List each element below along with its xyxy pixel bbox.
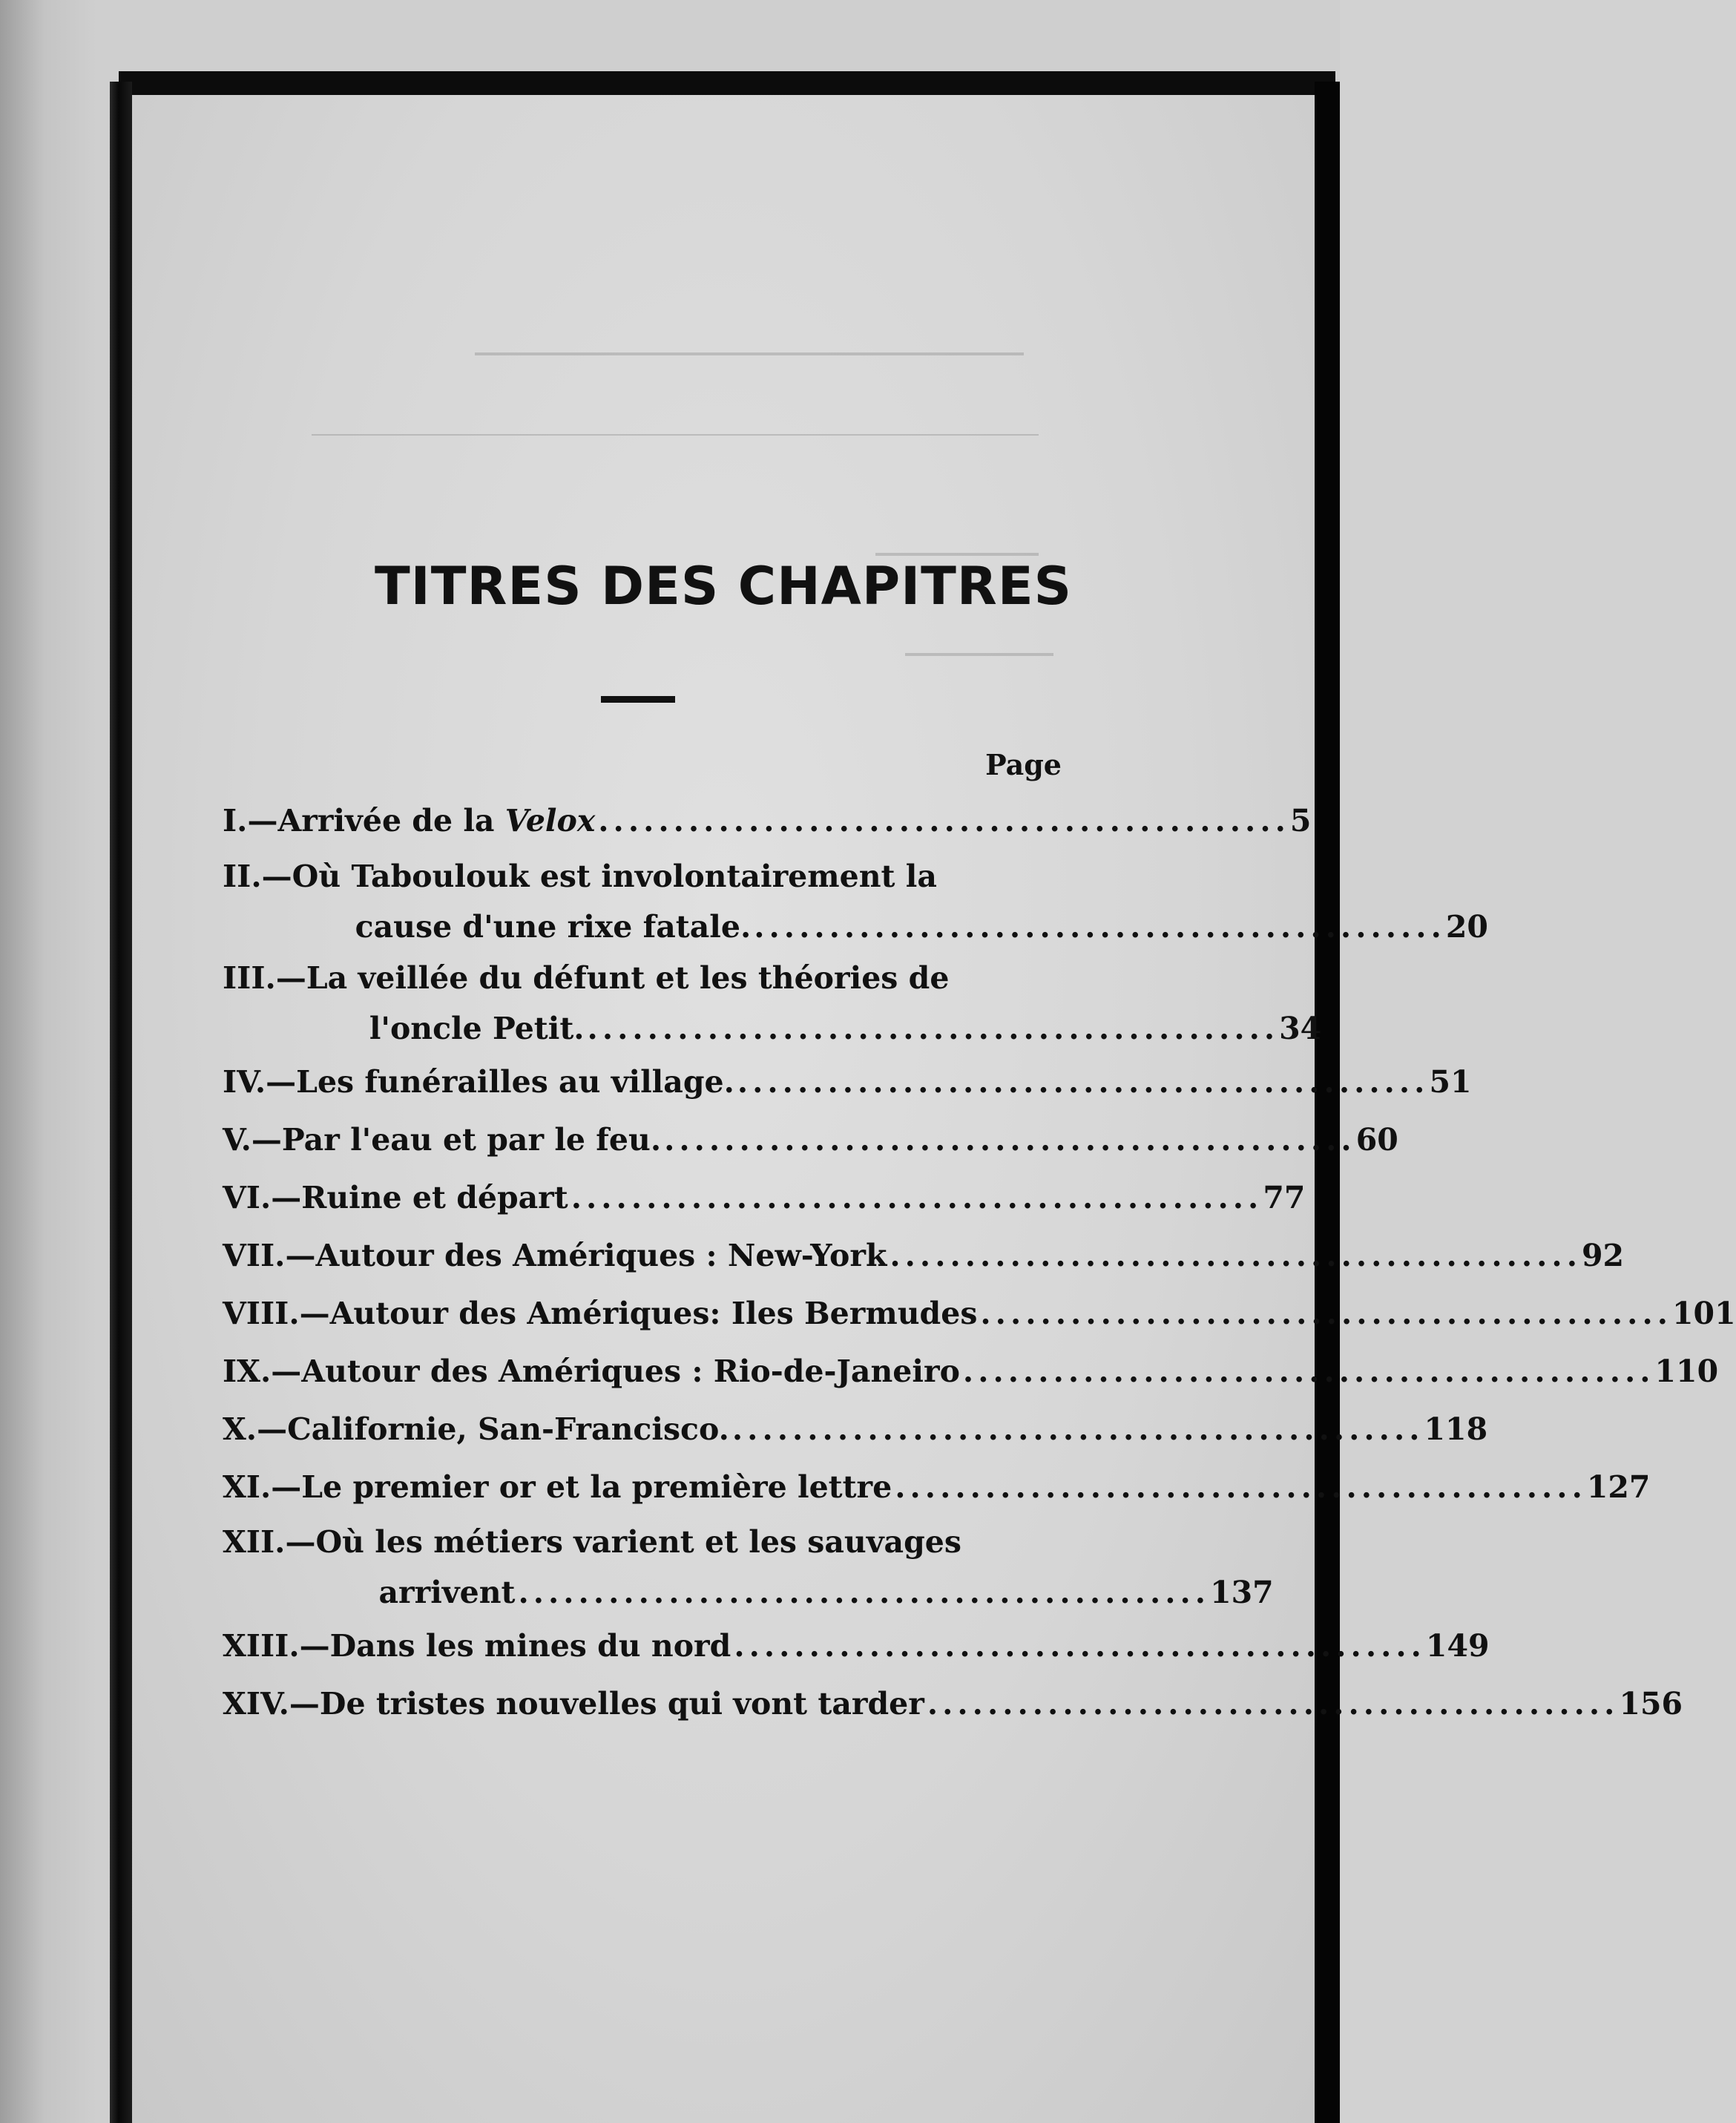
- toc-entry: [223, 796, 1312, 845]
- leader-dots: ..............................................: [587, 1011, 1280, 1046]
- chapter-title: Autour des Amériques: Iles Bermudes: [329, 1296, 978, 1331]
- page-number: 110: [1654, 1353, 1719, 1389]
- toc-entry: [223, 1463, 1651, 1512]
- chapter-number: XIV.: [223, 1686, 289, 1722]
- leader-dots: ..............................................: [890, 1238, 1582, 1273]
- chapter-number: II.: [223, 859, 262, 894]
- page-title: TITRES DES CHAPITRES: [374, 556, 1073, 617]
- chapter-number: I.: [223, 803, 248, 839]
- chapter-title: De tristes nouvelles qui vont tarder: [319, 1686, 924, 1722]
- page-number: 118: [1424, 1411, 1488, 1447]
- toc-entry: [223, 1679, 1683, 1728]
- leader-dots: ..............................................: [731, 1411, 1424, 1447]
- chapter-number: XII.: [223, 1524, 286, 1560]
- toc-entry: [223, 1517, 1274, 1617]
- chapter-title: Californie, San-Francisco.: [287, 1411, 729, 1447]
- page-number: 51: [1429, 1064, 1472, 1100]
- show-through-mark: [475, 352, 1024, 355]
- chapter-title-line: Où Taboulouk est involontairement la: [292, 859, 937, 894]
- chapter-number: V.: [223, 1122, 251, 1158]
- leader-dots: ..............................................: [980, 1296, 1673, 1331]
- dash: —: [289, 1686, 320, 1722]
- leader-dots: ..............................................: [927, 1686, 1620, 1722]
- chapter-title: Autour des Amériques : Rio-de-Janeiro: [301, 1353, 960, 1389]
- toc-entry: [223, 1621, 1490, 1670]
- toc-entry: [223, 1057, 1472, 1106]
- leader-dots: ..............................................: [518, 1575, 1211, 1610]
- toc-entry: [223, 1405, 1488, 1454]
- chapter-number: VII.: [223, 1238, 286, 1273]
- page-number: 92: [1581, 1238, 1625, 1273]
- chapter-number: III.: [223, 960, 276, 996]
- chapter-title: Dans les mines du nord: [329, 1628, 731, 1664]
- page-number: 137: [1210, 1575, 1274, 1610]
- dash: —: [271, 1469, 302, 1505]
- chapter-title: Ruine et départ: [301, 1180, 568, 1215]
- page-number: 5: [1289, 803, 1312, 839]
- page-number: 101: [1672, 1296, 1736, 1331]
- dash: —: [275, 960, 306, 996]
- leader-dots: ..............................................: [737, 1064, 1430, 1100]
- dash: —: [266, 1064, 297, 1100]
- chapter-title: Arrivée de la: [277, 803, 495, 839]
- page-number: 127: [1586, 1469, 1651, 1505]
- chapter-title-line: La veillée du défunt et les théories de: [306, 960, 950, 996]
- toc-entry: [223, 1115, 1398, 1164]
- chapter-title: Autour des Amériques : New-York: [315, 1238, 887, 1273]
- show-through-mark: [312, 434, 1039, 436]
- page-column-label: Page: [985, 748, 1062, 781]
- toc-entry: [223, 1347, 1719, 1396]
- chapter-title-line: arrivent: [378, 1575, 516, 1610]
- page-left-edge: [110, 82, 132, 2123]
- page-number: 34: [1279, 1011, 1322, 1046]
- chapter-number: IX.: [223, 1353, 272, 1389]
- book-page: [132, 95, 1315, 2123]
- show-through-mark: [905, 653, 1053, 656]
- dash: —: [299, 1628, 330, 1664]
- dash: —: [271, 1180, 302, 1215]
- toc-entry: [223, 1289, 1736, 1338]
- chapter-number: VIII.: [223, 1296, 300, 1331]
- dash: —: [285, 1524, 316, 1560]
- page-number: 77: [1263, 1180, 1306, 1215]
- dash: —: [251, 1122, 282, 1158]
- dash: —: [261, 859, 292, 894]
- chapter-title-line: Où les métiers varient et les sauvages: [315, 1524, 961, 1560]
- chapter-title-line: cause d'une rixe fatale.: [355, 909, 752, 945]
- leader-dots: ..............................................: [571, 1180, 1263, 1215]
- chapter-number: VI.: [223, 1180, 272, 1215]
- page-number: 156: [1619, 1686, 1683, 1722]
- leader-dots: ..............................................: [754, 909, 1446, 945]
- chapter-title-line: l'oncle Petit.: [369, 1011, 585, 1046]
- chapter-title: Le premier or et la première lettre: [301, 1469, 892, 1505]
- dash: —: [247, 803, 278, 839]
- chapter-number: XIII.: [223, 1628, 300, 1664]
- dash: —: [271, 1353, 302, 1389]
- toc-entry: [223, 1231, 1625, 1280]
- page-top-edge: [119, 71, 1335, 95]
- page-number: 60: [1355, 1122, 1398, 1158]
- dash: —: [299, 1296, 330, 1331]
- page-number: 149: [1425, 1628, 1490, 1664]
- leader-dots: ..............................................: [598, 803, 1290, 839]
- dash: —: [257, 1411, 288, 1447]
- page-number: 20: [1445, 909, 1488, 945]
- chapter-title: Par l'eau et par le feu.: [281, 1122, 662, 1158]
- dash: —: [285, 1238, 316, 1273]
- chapter-title: Les funérailles au village.: [296, 1064, 734, 1100]
- chapter-number: IV.: [223, 1064, 266, 1100]
- toc-entry: [223, 954, 1322, 1053]
- chapter-title-italic: Velox: [504, 803, 596, 839]
- chapter-number: X.: [223, 1411, 257, 1447]
- leader-dots: ..............................................: [895, 1469, 1587, 1505]
- leader-dots: ..............................................: [664, 1122, 1356, 1158]
- chapter-number: XI.: [223, 1469, 272, 1505]
- leader-dots: ..............................................: [734, 1628, 1426, 1664]
- leader-dots: ..............................................: [962, 1353, 1655, 1389]
- toc-entry: [223, 1173, 1306, 1222]
- title-divider: [601, 696, 675, 703]
- toc-entry: [223, 852, 1488, 951]
